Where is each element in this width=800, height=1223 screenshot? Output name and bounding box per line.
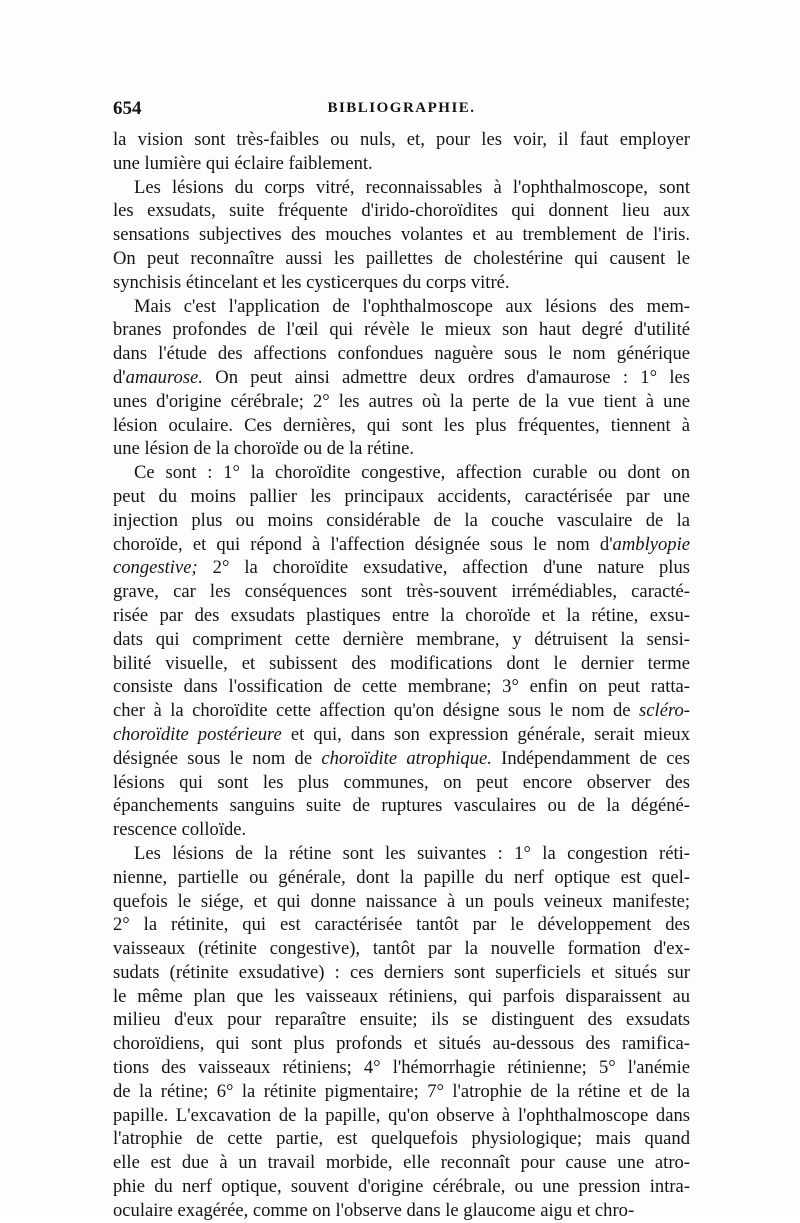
text-run: 2° la choroïdite exsudative, affection d'une nature plus xyxy=(197,557,690,579)
text-run: lésions qui sont les plus communes, on peut encore observer des xyxy=(113,771,690,793)
text-run: consiste dans l'ossification de cette membrane; 3° enfin on peut ratta- xyxy=(113,676,690,698)
text-run: d' xyxy=(113,366,126,388)
text-run: Les lésions de la rétine sont les suivantes : 1° la congestion réti- xyxy=(134,842,690,864)
text-line xyxy=(113,199,690,223)
text-line xyxy=(113,1151,690,1175)
text-run: quefois le siége, et qui donne naissance à un pouls veineux manifeste; xyxy=(113,890,690,912)
text-run: dans l'étude des affections confondues naguère sous le nom générique xyxy=(113,343,690,365)
text-line xyxy=(113,818,690,842)
text-run: rescence colloïde. xyxy=(113,819,247,841)
italic-term: amblyopie xyxy=(612,533,690,555)
text-line xyxy=(113,842,690,866)
text-line xyxy=(113,652,690,676)
text-line xyxy=(113,1056,690,1080)
text-line xyxy=(113,509,690,533)
text-run: désignée sous le nom de xyxy=(113,747,322,769)
text-run: phie du nerf optique, souvent d'origine cérébrale, ou une pression intra- xyxy=(113,1176,690,1198)
text-run: lésion oculaire. Ces dernières, qui sont les plus fréquentes, tiennent à xyxy=(113,414,690,436)
text-run: oculaire exagérée, comme on l'observe dans le glaucome aigu et chro- xyxy=(113,1199,635,1221)
text-run: Ce sont : 1° la choroïdite congestive, affection curable ou dont on xyxy=(134,462,690,484)
text-line xyxy=(113,628,690,652)
text-line xyxy=(113,1032,690,1056)
text-run: elle est due à un travail morbide, elle reconnaît pour cause une atro- xyxy=(113,1152,690,1174)
text-line xyxy=(113,771,690,795)
text-line xyxy=(113,128,690,152)
text-line xyxy=(113,723,690,747)
text-line xyxy=(113,675,690,699)
text-line xyxy=(113,1175,690,1199)
text-line xyxy=(113,794,690,818)
text-run: grave, car les conséquences sont très-souvent irrémédiables, caracté- xyxy=(113,581,690,603)
paragraph xyxy=(113,461,690,842)
italic-term: scléro- xyxy=(639,700,690,722)
text-line xyxy=(113,366,690,390)
text-line xyxy=(113,1104,690,1128)
italic-term: choroïdite atrophique. xyxy=(321,747,492,769)
text-line xyxy=(113,342,690,366)
text-run: nienne, partielle ou générale, dont la papille du nerf optique est quel- xyxy=(113,866,690,888)
text-line xyxy=(113,318,690,342)
text-run: cher à la choroïdite cette affection qu'on désigne sous le nom de xyxy=(113,700,640,722)
text-run: choroïde, et qui répond à l'affection désignée sous le nom d' xyxy=(113,533,613,555)
text-run: vaisseaux (rétinite congestive), tantôt par la nouvelle formation d'ex- xyxy=(113,938,690,960)
text-run: 2° la rétinite, qui est caractérisée tantôt par le développement des xyxy=(113,914,690,936)
paragraph xyxy=(113,842,690,1223)
text-run: choroïdiens, qui sont plus profonds et situés au-dessous des ramifica- xyxy=(113,1033,690,1055)
page-number: 654 xyxy=(113,98,142,119)
text-line xyxy=(113,937,690,961)
text-line xyxy=(113,1080,690,1104)
text-line xyxy=(113,1127,690,1151)
text-line xyxy=(113,176,690,200)
italic-term: amaurose. xyxy=(125,366,203,388)
text-run: unes d'origine cérébrale; 2° les autres où la perte de la vue tient à une xyxy=(113,390,690,412)
text-run: l'atrophie de cette partie, est quelquefois physiologique; mais quand xyxy=(113,1128,690,1150)
text-line xyxy=(113,533,690,557)
text-run: tions des vaisseaux rétiniens; 4° l'hémorrhagie rétinienne; 5° l'anémie xyxy=(113,1057,690,1079)
text-run: une lumière qui éclaire faiblement. xyxy=(113,152,373,174)
text-line xyxy=(113,556,690,580)
text-line xyxy=(113,604,690,628)
body-text xyxy=(113,128,690,1223)
text-line xyxy=(113,223,690,247)
text-line xyxy=(113,437,690,461)
paragraph xyxy=(113,176,690,295)
text-line xyxy=(113,461,690,485)
text-run: une lésion de la choroïde ou de la rétine. xyxy=(113,438,415,460)
text-run: et qui, dans son expression générale, serait mieux xyxy=(281,723,690,745)
text-line xyxy=(113,414,690,438)
text-run: de la rétine; 6° la rétinite pigmentaire; 7° l'atrophie de la rétine et de la xyxy=(113,1080,690,1102)
text-line xyxy=(113,295,690,319)
text-line xyxy=(113,1199,690,1223)
text-line xyxy=(113,985,690,1009)
text-run: Indépendamment de ces xyxy=(491,747,690,769)
text-run: peut du moins pallier les principaux accidents, caractérisée par une xyxy=(113,485,690,507)
text-line xyxy=(113,699,690,723)
text-line xyxy=(113,152,690,176)
text-run: les exsudats, suite fréquente d'irido-choroïdites qui donnent lieu aux xyxy=(113,200,690,222)
italic-term: congestive; xyxy=(113,557,198,579)
text-line xyxy=(113,913,690,937)
text-run: le même plan que les vaisseaux rétiniens, qui parfois disparaissent au xyxy=(113,985,690,1007)
paragraph xyxy=(113,295,690,462)
text-run: On peut reconnaître aussi les paillettes de cholestérine qui causent le xyxy=(113,247,690,269)
text-run: Les lésions du corps vitré, reconnaissables à l'ophthalmoscope, sont xyxy=(134,176,690,198)
text-run: On peut ainsi admettre deux ordres d'amaurose : 1° les xyxy=(202,366,690,388)
text-run: la vision sont très-faibles ou nuls, et, pour les voir, il faut employer xyxy=(113,129,690,150)
running-head xyxy=(113,98,690,124)
text-run: milieu d'eux pour reparaître ensuite; ils se distinguent des exsudats xyxy=(113,1009,690,1031)
text-line xyxy=(113,390,690,414)
text-run: risée par des exsudats plastiques entre la choroïde et la rétine, exsu- xyxy=(113,604,690,626)
text-run: dats qui compriment cette dernière membrane, y détruisent la sensi- xyxy=(113,628,690,650)
text-run: sensations subjectives des mouches volantes et au tremblement de l'iris. xyxy=(113,224,690,246)
text-run: synchisis étincelant et les cysticerques du corps vitré. xyxy=(113,271,510,293)
running-title: BIBLIOGRAPHIE. xyxy=(327,100,476,116)
text-run: branes profondes de l'œil qui révèle le mieux son haut degré d'utilité xyxy=(113,319,690,341)
text-run: papille. L'excavation de la papille, qu'on observe à l'ophthalmoscope dans xyxy=(113,1104,690,1126)
text-line xyxy=(113,271,690,295)
text-run: sudats (rétinite exsudative) : ces derniers sont superficiels et situés sur xyxy=(113,961,690,983)
text-run: injection plus ou moins considérable de la couche vasculaire de la xyxy=(113,509,690,531)
text-run: bilité visuelle, et subissent des modifications dont le dernier terme xyxy=(113,652,690,674)
text-line xyxy=(113,866,690,890)
text-line xyxy=(113,485,690,509)
paragraph xyxy=(113,128,690,176)
text-line xyxy=(113,890,690,914)
text-line xyxy=(113,247,690,271)
text-line xyxy=(113,747,690,771)
italic-term: choroïdite postérieure xyxy=(113,723,282,745)
text-run: Mais c'est l'application de l'ophthalmoscope aux lésions des mem- xyxy=(134,295,690,317)
text-line xyxy=(113,580,690,604)
text-line xyxy=(113,1008,690,1032)
text-run: épanchements sanguins suite de ruptures vasculaires ou de la dégéné- xyxy=(113,795,690,817)
text-line xyxy=(113,961,690,985)
